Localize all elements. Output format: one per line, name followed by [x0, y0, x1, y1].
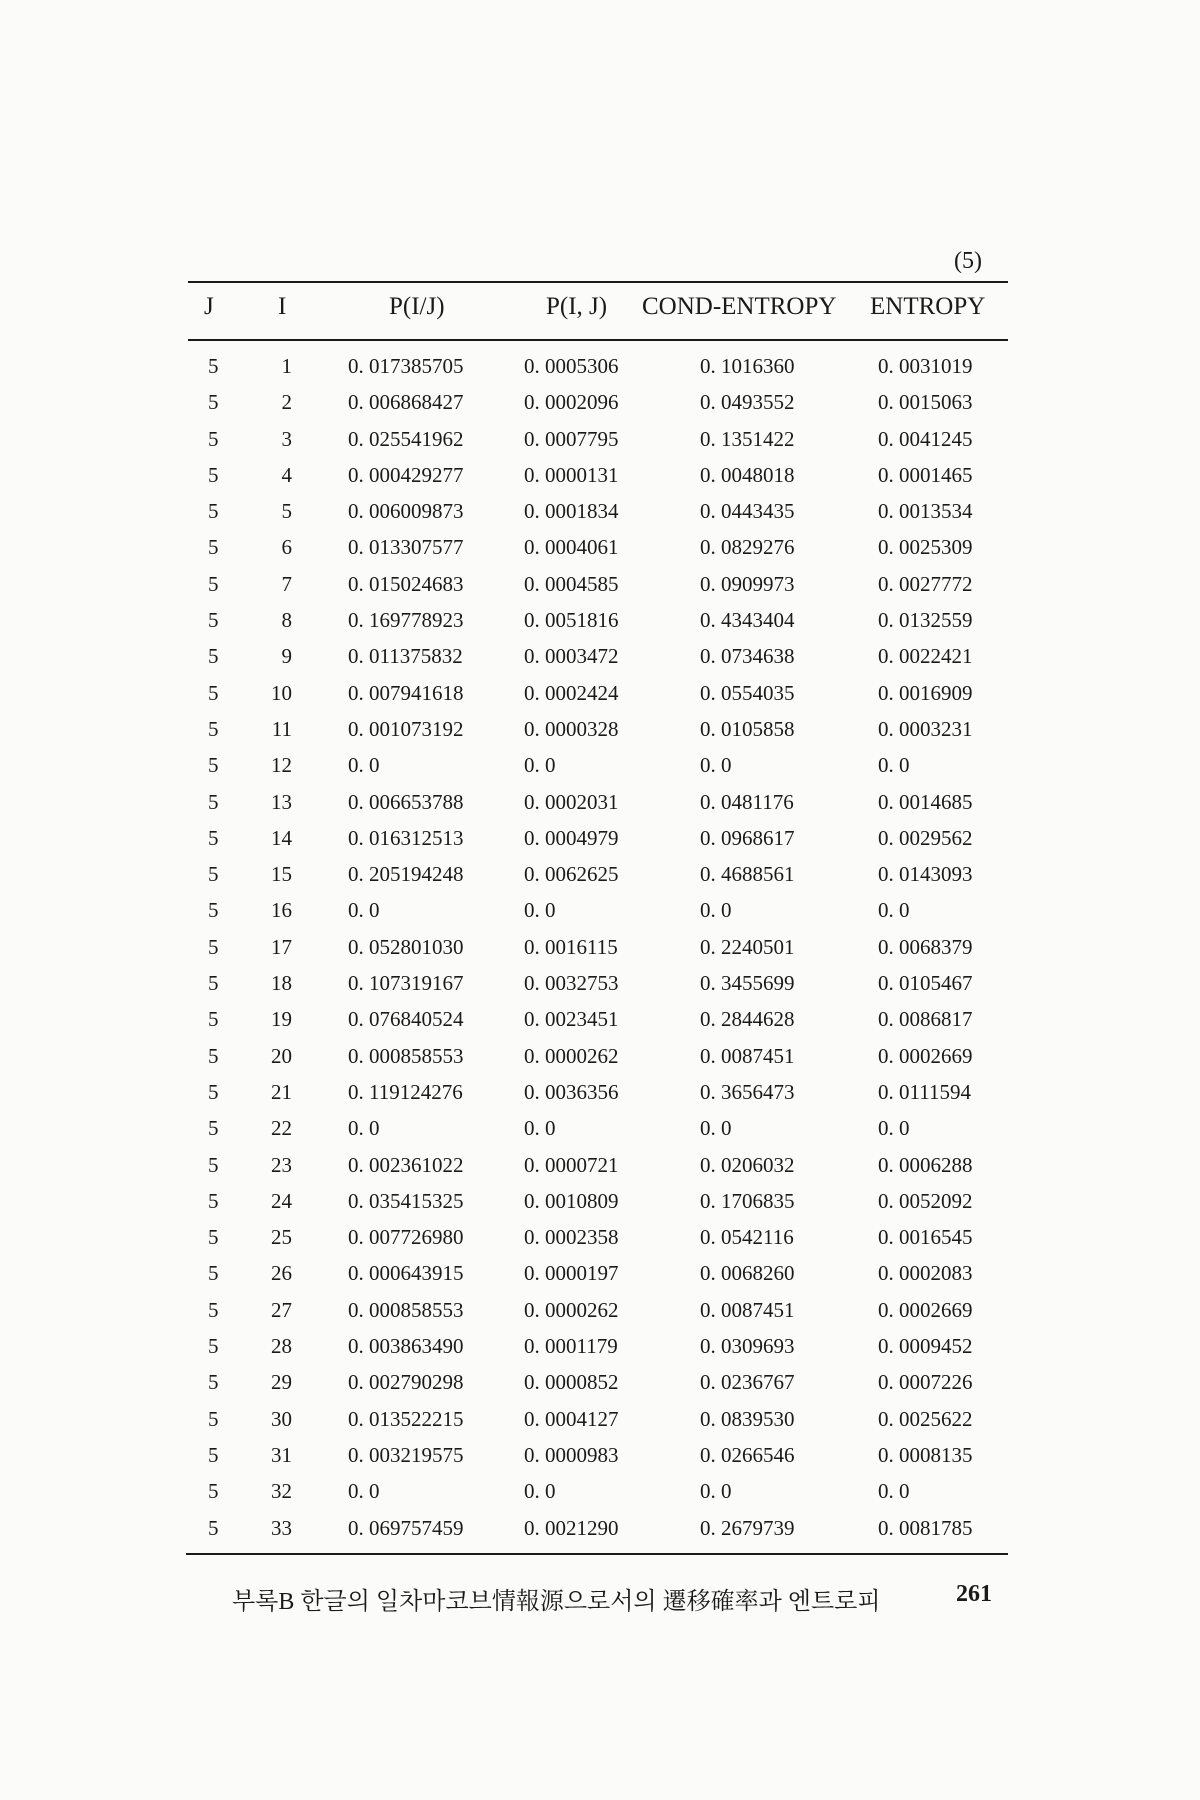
cell-i: 3: [281, 426, 292, 451]
cell-j: 5: [208, 1007, 219, 1032]
cell-j: 5: [208, 680, 219, 705]
table-header: [0, 293, 1200, 329]
cell-j: 5: [208, 426, 219, 451]
cell-p-i-j: 0. 0000721: [524, 1152, 619, 1177]
cell-p-i-given-j: 0. 006009873: [348, 499, 464, 524]
cell-p-i-j: 0. 0010809: [524, 1188, 619, 1213]
cell-p-i-given-j: 0. 0: [348, 898, 380, 923]
table-row: [0, 931, 1200, 967]
cell-p-i-given-j: 0. 035415325: [348, 1188, 464, 1213]
table-row: [0, 1221, 1200, 1257]
cell-i: 4: [281, 462, 292, 487]
cell-entropy: 0. 0009452: [878, 1334, 973, 1359]
cell-entropy: 0. 0002669: [878, 1297, 973, 1322]
cell-cond-entropy: 0. 0493552: [700, 390, 795, 415]
cell-p-i-given-j: 0. 119124276: [348, 1079, 463, 1104]
cell-p-i-j: 0. 0: [524, 1479, 556, 1504]
table-row: [0, 1003, 1200, 1039]
header-p-i-given-j: P(I/J): [389, 293, 445, 320]
cell-entropy: 0. 0: [878, 1116, 910, 1141]
cell-j: 5: [208, 1043, 219, 1068]
cell-entropy: 0. 0016545: [878, 1225, 973, 1250]
cell-entropy: 0. 0007226: [878, 1370, 973, 1395]
cell-i: 11: [271, 716, 292, 741]
cell-p-i-given-j: 0. 007941618: [348, 680, 464, 705]
cell-p-i-j: 0. 0: [524, 1116, 556, 1141]
cell-cond-entropy: 0. 2679739: [700, 1515, 795, 1540]
cell-p-i-given-j: 0. 017385705: [348, 354, 464, 378]
cell-entropy: 0. 0081785: [878, 1515, 973, 1540]
cell-p-i-given-j: 0. 000858553: [348, 1043, 464, 1068]
page-marker: (5): [954, 248, 982, 274]
running-footer: [232, 1581, 992, 1616]
cell-cond-entropy: 0. 3455699: [700, 971, 795, 996]
cell-p-i-j: 0. 0021290: [524, 1515, 619, 1540]
table-row: [0, 1366, 1200, 1402]
cell-i: 13: [271, 789, 292, 814]
cell-i: 31: [271, 1442, 292, 1467]
cell-p-i-j: 0. 0: [524, 753, 556, 778]
cell-j: 5: [208, 1442, 219, 1467]
cell-cond-entropy: 0. 0481176: [700, 789, 794, 814]
cell-j: 5: [208, 354, 219, 378]
header-i: I: [278, 293, 287, 320]
table-row: [0, 604, 1200, 640]
cell-j: 5: [208, 1116, 219, 1141]
table-row: [0, 1439, 1200, 1475]
cell-cond-entropy: 0. 0048018: [700, 462, 795, 487]
cell-cond-entropy: 0. 4688561: [700, 862, 795, 887]
cell-entropy: 0. 0052092: [878, 1188, 973, 1213]
table-row: [0, 1257, 1200, 1293]
cell-j: 5: [208, 716, 219, 741]
cell-p-i-given-j: 0. 107319167: [348, 971, 464, 996]
cell-p-i-given-j: 0. 001073192: [348, 716, 464, 741]
cell-cond-entropy: 0. 0206032: [700, 1152, 795, 1177]
cell-j: 5: [208, 462, 219, 487]
cell-i: 14: [271, 825, 292, 850]
cell-p-i-given-j: 0. 015024683: [348, 571, 464, 596]
cell-i: 17: [271, 934, 292, 959]
table-row: [0, 786, 1200, 822]
cell-p-i-j: 0. 0004585: [524, 571, 619, 596]
cell-p-i-j: 0. 0000328: [524, 716, 619, 741]
cell-j: 5: [208, 1334, 219, 1359]
cell-p-i-j: 0. 0036356: [524, 1079, 619, 1104]
cell-cond-entropy: 0. 0: [700, 1116, 732, 1141]
cell-p-i-given-j: 0. 016312513: [348, 825, 464, 850]
cell-entropy: 0. 0111594: [878, 1079, 971, 1104]
table-row: [0, 822, 1200, 858]
cell-j: 5: [208, 934, 219, 959]
cell-j: 5: [208, 608, 219, 633]
cell-cond-entropy: 0. 0105858: [700, 716, 795, 741]
cell-entropy: 0. 0014685: [878, 789, 973, 814]
cell-cond-entropy: 0. 3656473: [700, 1079, 795, 1104]
cell-i: 5: [281, 499, 292, 524]
cell-p-i-j: 0. 0051816: [524, 608, 619, 633]
cell-entropy: 0. 0031019: [878, 354, 973, 378]
top-rule: [188, 281, 1008, 283]
cell-p-i-given-j: 0. 069757459: [348, 1515, 464, 1540]
cell-p-i-j: 0. 0003472: [524, 644, 619, 669]
cell-j: 5: [208, 1406, 219, 1431]
cell-i: 23: [271, 1152, 292, 1177]
cell-entropy: 0. 0086817: [878, 1007, 973, 1032]
cell-p-i-given-j: 0. 013522215: [348, 1406, 464, 1431]
cell-p-i-given-j: 0. 169778923: [348, 608, 464, 633]
cell-cond-entropy: 0. 0068260: [700, 1261, 795, 1286]
cell-i: 6: [281, 535, 292, 560]
table-row: [0, 1185, 1200, 1221]
cell-p-i-given-j: 0. 205194248: [348, 862, 464, 887]
table-row: [0, 568, 1200, 604]
cell-p-i-j: 0. 0004061: [524, 535, 619, 560]
cell-cond-entropy: 0. 0236767: [700, 1370, 795, 1395]
cell-cond-entropy: 0. 0309693: [700, 1334, 795, 1359]
cell-p-i-given-j: 0. 002361022: [348, 1152, 464, 1177]
cell-p-i-j: 0. 0002096: [524, 390, 619, 415]
cell-entropy: 0. 0068379: [878, 934, 973, 959]
cell-i: 2: [281, 390, 292, 415]
table-row: [0, 1475, 1200, 1511]
cell-p-i-given-j: 0. 025541962: [348, 426, 464, 451]
cell-p-i-given-j: 0. 013307577: [348, 535, 464, 560]
cell-p-i-given-j: 0. 052801030: [348, 934, 464, 959]
cell-i: 15: [271, 862, 292, 887]
cell-i: 1: [281, 354, 292, 378]
table-row: [0, 350, 1200, 386]
cell-entropy: 0. 0002669: [878, 1043, 973, 1068]
table-row: [0, 858, 1200, 894]
cell-entropy: 0. 0013534: [878, 499, 973, 524]
cell-i: 18: [271, 971, 292, 996]
cell-p-i-j: 0. 0002358: [524, 1225, 619, 1250]
cell-i: 21: [271, 1079, 292, 1104]
table-row: [0, 1076, 1200, 1112]
cell-j: 5: [208, 1370, 219, 1395]
cell-p-i-j: 0. 0016115: [524, 934, 618, 959]
cell-p-i-j: 0. 0007795: [524, 426, 619, 451]
cell-p-i-j: 0. 0001834: [524, 499, 619, 524]
cell-cond-entropy: 0. 0: [700, 753, 732, 778]
cell-i: 22: [271, 1116, 292, 1141]
cell-cond-entropy: 0. 0: [700, 898, 732, 923]
footer-title: 부록B 한글의 일차마코브情報源으로서의 遷移確率과 엔트로피: [232, 1589, 881, 1615]
cell-i: 29: [271, 1370, 292, 1395]
cell-i: 24: [271, 1188, 292, 1213]
cell-cond-entropy: 0. 1351422: [700, 426, 795, 451]
cell-cond-entropy: 0. 0087451: [700, 1043, 795, 1068]
cell-i: 19: [271, 1007, 292, 1032]
cell-p-i-given-j: 0. 006653788: [348, 789, 464, 814]
cell-cond-entropy: 0. 0087451: [700, 1297, 795, 1322]
cell-j: 5: [208, 789, 219, 814]
header-entropy: ENTROPY: [870, 293, 986, 320]
cell-entropy: 0. 0132559: [878, 608, 973, 633]
cell-p-i-given-j: 0. 000858553: [348, 1297, 464, 1322]
table-row: [0, 1149, 1200, 1185]
cell-j: 5: [208, 753, 219, 778]
table-row: [0, 677, 1200, 713]
table-row: [0, 386, 1200, 422]
cell-entropy: 0. 0025622: [878, 1406, 973, 1431]
cell-j: 5: [208, 1261, 219, 1286]
cell-p-i-given-j: 0. 0: [348, 753, 380, 778]
cell-entropy: 0. 0022421: [878, 644, 973, 669]
cell-i: 7: [281, 571, 292, 596]
cell-i: 26: [271, 1261, 292, 1286]
cell-j: 5: [208, 1515, 219, 1540]
cell-entropy: 0. 0006288: [878, 1152, 973, 1177]
table-body: [0, 350, 1200, 1548]
cell-j: 5: [208, 862, 219, 887]
table-row: [0, 713, 1200, 749]
cell-j: 5: [208, 1479, 219, 1504]
cell-p-i-j: 0. 0000131: [524, 462, 619, 487]
table-row: [0, 967, 1200, 1003]
cell-cond-entropy: 0. 0839530: [700, 1406, 795, 1431]
cell-p-i-given-j: 0. 000643915: [348, 1261, 464, 1286]
cell-entropy: 0. 0029562: [878, 825, 973, 850]
cell-p-i-j: 0. 0004127: [524, 1406, 619, 1431]
cell-cond-entropy: 0. 0734638: [700, 644, 795, 669]
cell-entropy: 0. 0001465: [878, 462, 973, 487]
cell-p-i-given-j: 0. 0: [348, 1479, 380, 1504]
cell-p-i-given-j: 0. 0: [348, 1116, 380, 1141]
cell-p-i-j: 0. 0000262: [524, 1043, 619, 1068]
header-p-i-j: P(I, J): [546, 293, 608, 320]
cell-i: 12: [271, 753, 292, 778]
cell-i: 25: [271, 1225, 292, 1250]
cell-entropy: 0. 0143093: [878, 862, 973, 887]
cell-j: 5: [208, 1152, 219, 1177]
header-rule: [188, 339, 1008, 341]
footer-page-number: 261: [956, 1581, 992, 1607]
cell-p-i-given-j: 0. 002790298: [348, 1370, 464, 1395]
cell-i: 16: [271, 898, 292, 923]
cell-i: 30: [271, 1406, 292, 1431]
table-row: [0, 1512, 1200, 1548]
cell-entropy: 0. 0008135: [878, 1442, 973, 1467]
cell-p-i-j: 0. 0023451: [524, 1007, 619, 1032]
cell-entropy: 0. 0003231: [878, 716, 973, 741]
cell-j: 5: [208, 571, 219, 596]
cell-j: 5: [208, 1079, 219, 1104]
cell-cond-entropy: 0. 2240501: [700, 934, 795, 959]
cell-p-i-given-j: 0. 076840524: [348, 1007, 464, 1032]
cell-p-i-j: 0. 0001179: [524, 1334, 618, 1359]
cell-entropy: 0. 0027772: [878, 571, 973, 596]
cell-p-i-given-j: 0. 000429277: [348, 462, 464, 487]
table-row: [0, 1112, 1200, 1148]
cell-i: 32: [271, 1479, 292, 1504]
cell-cond-entropy: 0. 2844628: [700, 1007, 795, 1032]
table-row: [0, 640, 1200, 676]
cell-i: 27: [271, 1297, 292, 1322]
cell-cond-entropy: 0. 0909973: [700, 571, 795, 596]
cell-p-i-j: 0. 0000262: [524, 1297, 619, 1322]
cell-j: 5: [208, 825, 219, 850]
cell-i: 20: [271, 1043, 292, 1068]
cell-entropy: 0. 0016909: [878, 680, 973, 705]
cell-cond-entropy: 0. 0: [700, 1479, 732, 1504]
table-row: [0, 531, 1200, 567]
table-row: [0, 894, 1200, 930]
cell-entropy: 0. 0002083: [878, 1261, 973, 1286]
table-row: [0, 1040, 1200, 1076]
cell-entropy: 0. 0025309: [878, 535, 973, 560]
cell-cond-entropy: 0. 0542116: [700, 1225, 794, 1250]
cell-j: 5: [208, 1297, 219, 1322]
table-row: [0, 1294, 1200, 1330]
cell-p-i-j: 0. 0000983: [524, 1442, 619, 1467]
cell-i: 10: [271, 680, 292, 705]
cell-cond-entropy: 0. 1016360: [700, 354, 795, 378]
cell-p-i-given-j: 0. 003863490: [348, 1334, 464, 1359]
cell-j: 5: [208, 644, 219, 669]
table-row: [0, 749, 1200, 785]
cell-entropy: 0. 0015063: [878, 390, 973, 415]
table-row: [0, 495, 1200, 531]
cell-cond-entropy: 0. 1706835: [700, 1188, 795, 1213]
table-row: [0, 1403, 1200, 1439]
cell-cond-entropy: 0. 0443435: [700, 499, 795, 524]
table-row: [0, 1330, 1200, 1366]
cell-p-i-given-j: 0. 003219575: [348, 1442, 464, 1467]
cell-entropy: 0. 0: [878, 753, 910, 778]
cell-p-i-j: 0. 0002424: [524, 680, 619, 705]
cell-entropy: 0. 0: [878, 898, 910, 923]
header-j: J: [204, 293, 214, 320]
cell-i: 8: [281, 608, 292, 633]
cell-i: 9: [281, 644, 292, 669]
cell-p-i-j: 0. 0004979: [524, 825, 619, 850]
header-cond-entropy: COND-ENTROPY: [642, 293, 837, 320]
table-row: [0, 423, 1200, 459]
cell-cond-entropy: 0. 0968617: [700, 825, 795, 850]
cell-cond-entropy: 0. 0829276: [700, 535, 795, 560]
cell-p-i-j: 0. 0: [524, 898, 556, 923]
cell-entropy: 0. 0041245: [878, 426, 973, 451]
cell-i: 33: [271, 1515, 292, 1540]
cell-j: 5: [208, 898, 219, 923]
cell-cond-entropy: 0. 4343404: [700, 608, 795, 633]
cell-j: 5: [208, 535, 219, 560]
cell-p-i-given-j: 0. 011375832: [348, 644, 463, 669]
cell-p-i-given-j: 0. 006868427: [348, 390, 464, 415]
cell-p-i-j: 0. 0032753: [524, 971, 619, 996]
cell-j: 5: [208, 1225, 219, 1250]
cell-p-i-j: 0. 0000197: [524, 1261, 619, 1286]
table-row: [0, 459, 1200, 495]
cell-p-i-j: 0. 0005306: [524, 354, 619, 378]
cell-p-i-given-j: 0. 007726980: [348, 1225, 464, 1250]
cell-j: 5: [208, 1188, 219, 1213]
cell-j: 5: [208, 971, 219, 996]
cell-j: 5: [208, 390, 219, 415]
cell-i: 28: [271, 1334, 292, 1359]
cell-p-i-j: 0. 0062625: [524, 862, 619, 887]
bottom-rule: [186, 1553, 1008, 1555]
cell-cond-entropy: 0. 0554035: [700, 680, 795, 705]
cell-p-i-j: 0. 0002031: [524, 789, 619, 814]
cell-entropy: 0. 0105467: [878, 971, 973, 996]
cell-entropy: 0. 0: [878, 1479, 910, 1504]
cell-j: 5: [208, 499, 219, 524]
cell-p-i-j: 0. 0000852: [524, 1370, 619, 1395]
cell-cond-entropy: 0. 0266546: [700, 1442, 795, 1467]
